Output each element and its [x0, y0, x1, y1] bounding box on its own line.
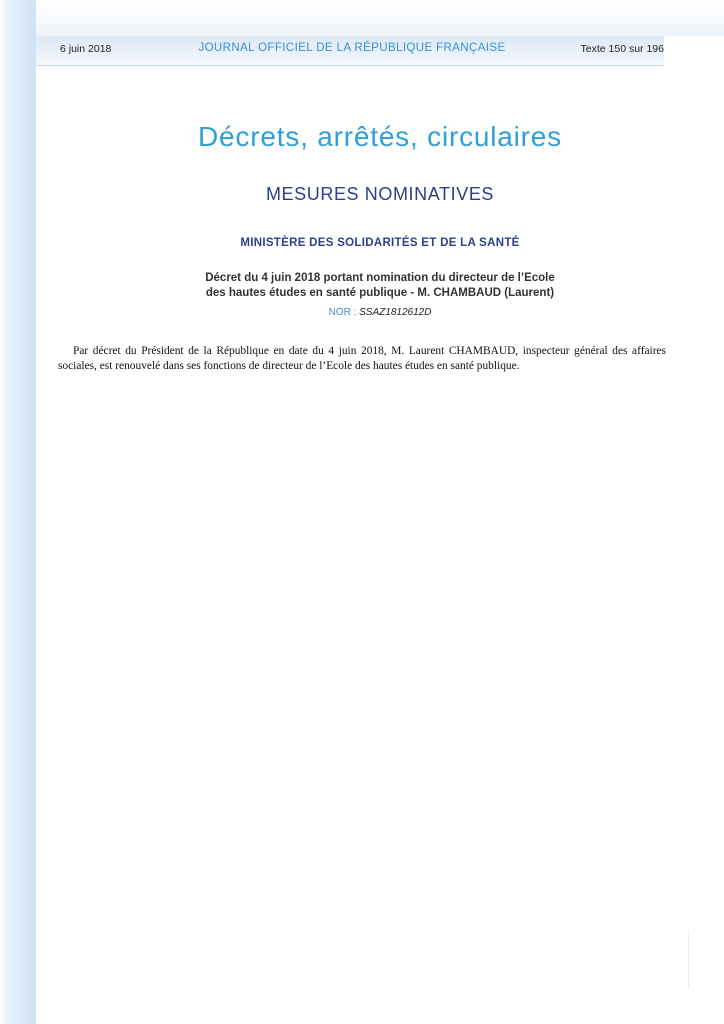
ministry-heading: MINISTÈRE DES SOLIDARITÉS ET DE LA SANTÉ — [240, 237, 520, 249]
decree-title-line: Décret du 4 juin 2018 portant nomination du directeur de l’Ecole — [205, 272, 555, 284]
decree-title-line: des hautes études en santé publique - M. CHAMBAUD (Laurent) — [205, 287, 555, 299]
header-journal-title: JOURNAL OFFICIEL DE LA RÉPUBLIQUE FRANÇAISE — [198, 42, 506, 54]
top-margin-band — [36, 0, 724, 36]
decree-title — [36, 271, 724, 301]
header-date: 6 juin 2018 — [60, 43, 112, 55]
subsection-title: MESURES NOMINATIVES — [265, 184, 495, 204]
nor-label: NOR : — [328, 307, 357, 318]
nor-reference — [36, 307, 724, 318]
left-margin-band — [0, 0, 36, 1024]
header-text-counter: Texte 150 sur 196 — [580, 43, 664, 55]
decree-body-text: Par décret du Président de la République en date du 4 juin 2018, M. Laurent CHAMBAUD, inspecteur général des affaires sociales, est renouvelé dans ses fonctions de directeur de l’Ecole des hautes études en santé publique. — [58, 345, 666, 373]
section-title: Décrets, arrêtés, circulaires — [198, 121, 562, 152]
footer-divider — [688, 930, 689, 988]
nor-value: SSAZ1812612D — [359, 307, 432, 318]
